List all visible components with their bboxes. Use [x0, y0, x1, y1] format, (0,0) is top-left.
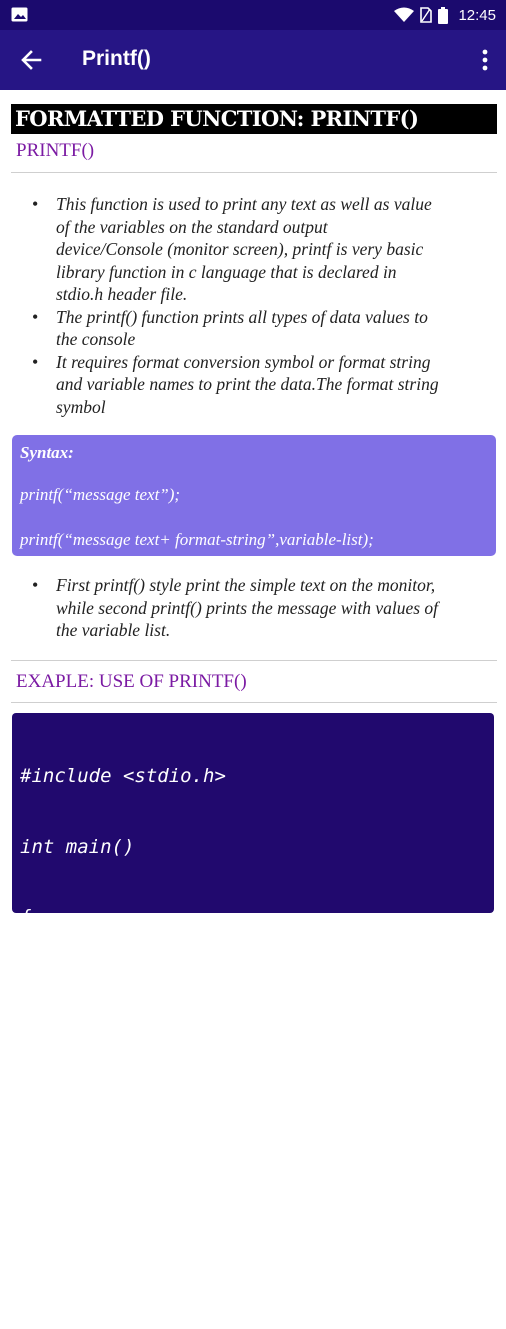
battery-icon: [438, 7, 448, 24]
divider: [11, 660, 497, 661]
syntax-notes-list: [30, 574, 498, 642]
description-list: [30, 193, 498, 418]
wifi-icon: [394, 7, 414, 23]
article-banner: FORMATTED FUNCTION: PRINTF(): [11, 104, 497, 134]
syntax-line: printf(“message text+ format-string”,variable-list);: [20, 530, 374, 549]
syntax-label: Syntax:: [20, 443, 74, 462]
syntax-line: printf(“message text”);: [20, 485, 181, 504]
list-item: • This function is used to print any text as well as value of the variables on the standard output device/Console (monitor screen), printf is very basic library function in c language that is declared in stdio.h header file.: [30, 193, 498, 306]
code-line: return 0;: [20, 1188, 215, 1210]
section-heading-printf: PRINTF(): [16, 140, 95, 161]
page-title: Printf(): [82, 47, 151, 70]
code-line: int main(): [20, 835, 135, 858]
code-line: printf("Pradips Apps");: [20, 1047, 375, 1069]
image-icon: [11, 7, 28, 22]
list-item: • It requires format conversion symbol or format string and variable names to print the data.The format string symbol: [30, 351, 498, 419]
list-item: • The printf() function prints all types of data values to the console: [30, 306, 498, 351]
list-item: • First printf() style print the simple text on the monitor, while second printf() prints the message with values of the variable list.: [30, 574, 498, 642]
code-block: [12, 713, 494, 1281]
code-line: printf("Bitsofcomputer");: [20, 1117, 398, 1140]
app-bar: [0, 30, 506, 90]
code-line: #include <stdio.h>: [20, 765, 226, 787]
status-icons: [394, 0, 496, 30]
sim-icon: [420, 7, 432, 23]
divider: [11, 172, 497, 173]
section-heading-example: EXAPLE: USE OF PRINTF(): [16, 671, 247, 692]
status-bar: [0, 0, 506, 30]
more-vert-icon[interactable]: [478, 46, 492, 74]
code-line: {: [20, 906, 32, 928]
code-line: }: [20, 1258, 32, 1281]
arrow-back-icon[interactable]: [18, 47, 44, 73]
code-line: printf("C language");: [20, 976, 352, 999]
article-content[interactable]: [0, 90, 506, 1281]
divider: [11, 702, 497, 703]
syntax-box: [12, 435, 496, 556]
status-time: 12:45: [458, 6, 496, 24]
